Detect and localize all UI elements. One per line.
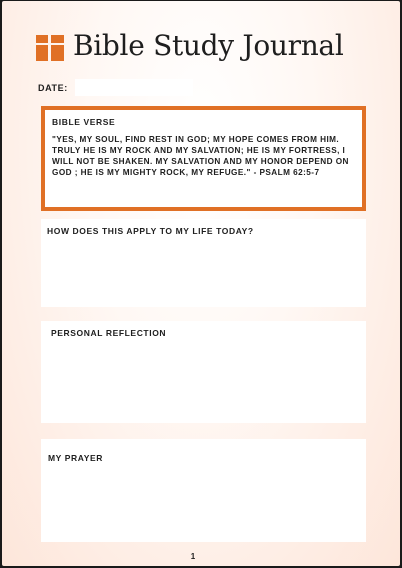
application-box[interactable] xyxy=(41,219,366,307)
date-label: DATE: xyxy=(38,83,68,93)
date-field[interactable] xyxy=(75,79,193,96)
bible-verse-box xyxy=(41,106,366,211)
page-number: 1 xyxy=(190,552,196,561)
bible-verse-heading: BIBLE VERSE xyxy=(52,117,116,127)
prayer-box[interactable] xyxy=(41,439,366,542)
bible-verse-text: "YES, MY SOUL, FIND REST IN GOD; MY HOPE COMES FROM HIM. TRULY HE IS MY ROCK AND MY SALVATION; HE IS MY FORTRESS, I WILL NOT BE SHAKEN. MY SALVATION AND MY HONOR DEPEND ON GOD ; HE IS MY MIGHTY ROCK, MY REFUGE." - PSALM 62:5-7 xyxy=(52,135,349,177)
page-title: Bible Study Journal xyxy=(73,29,344,62)
reflection-heading: PERSONAL REFLECTION xyxy=(51,328,167,338)
reflection-box[interactable] xyxy=(41,321,366,423)
prayer-heading: MY PRAYER xyxy=(48,453,104,463)
journal-page xyxy=(2,1,400,566)
application-heading: HOW DOES THIS APPLY TO MY LIFE TODAY? xyxy=(47,226,254,236)
cross-icon xyxy=(36,35,64,61)
